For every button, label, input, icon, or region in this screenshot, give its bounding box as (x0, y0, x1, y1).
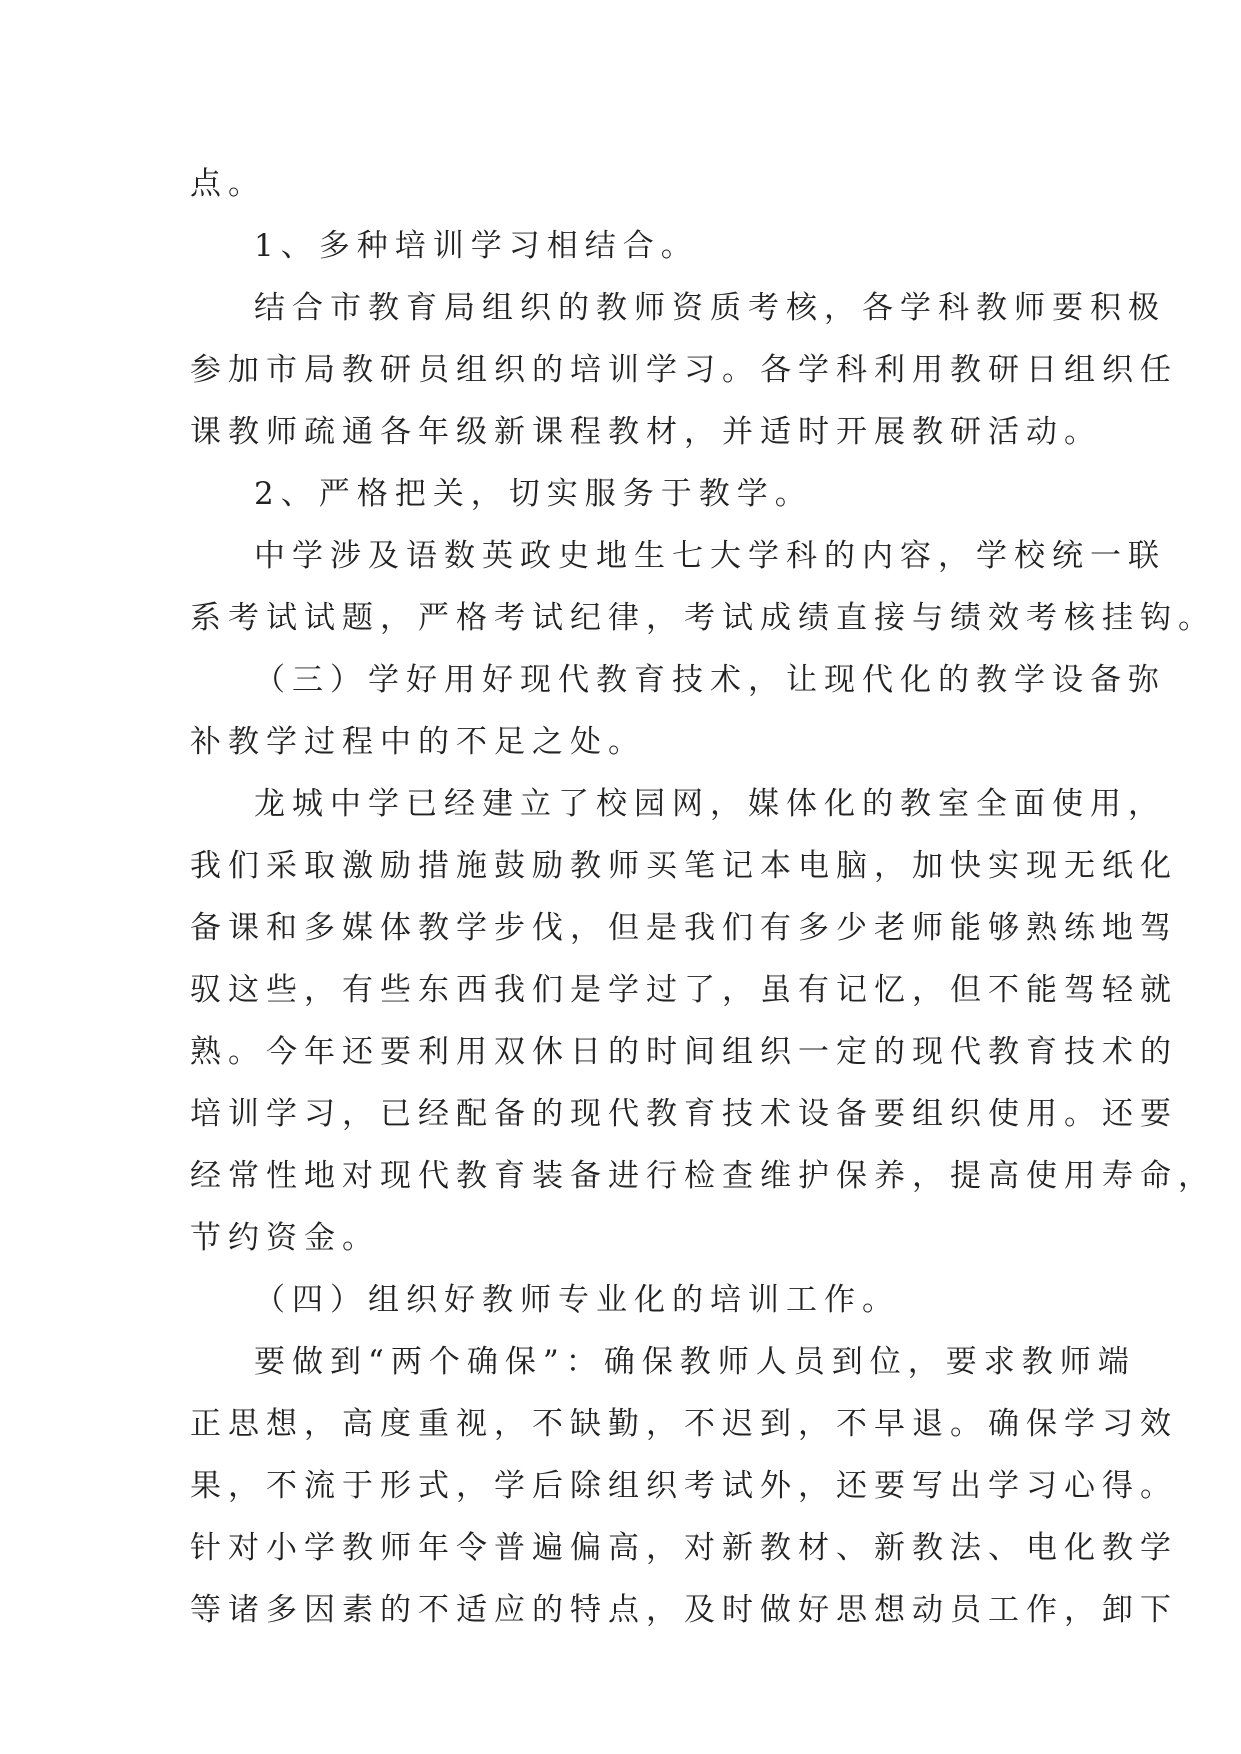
text-line: 补教学过程中的不足之处。 (190, 724, 646, 760)
text-line: 备课和多媒体教学步伐，但是我们有多少老师能够熟练地驾 (190, 910, 1178, 946)
text-line: 我们采取激励措施鼓励教师买笔记本电脑，加快实现无纸化 (190, 848, 1178, 884)
text-line: 龙城中学已经建立了校园网，媒体化的教室全面使用， (254, 786, 1166, 822)
text-line: 正思想，高度重视，不缺勤，不迟到，不早退。确保学习效 (190, 1406, 1178, 1442)
text-line: 经常性地对现代教育装备进行检查维护保养，提高使用寿命， (190, 1158, 1216, 1194)
text-line: 果，不流于形式，学后除组织考试外，还要写出学习心得。 (190, 1468, 1178, 1504)
text-line: 1、多种培训学习相结合。 (254, 228, 699, 264)
text-line: 等诸多因素的不适应的特点，及时做好思想动员工作，卸下 (190, 1592, 1178, 1628)
text-line: 针对小学教师年令普遍偏高，对新教材、新教法、电化教学 (190, 1530, 1178, 1566)
text-line: 驭这些，有些东西我们是学过了，虽有记忆，但不能驾轻就 (190, 972, 1178, 1008)
text-line: 点。 (190, 166, 266, 202)
text-line: 结合市教育局组织的教师资质考核，各学科教师要积极 (254, 290, 1166, 326)
text-line: 节约资金。 (190, 1220, 380, 1256)
text-line: （四）组织好教师专业化的培训工作。 (254, 1282, 900, 1318)
text-line: 中学涉及语数英政史地生七大学科的内容，学校统一联 (254, 538, 1166, 574)
text-line: 参加市局教研员组织的培训学习。各学科利用教研日组织任 (190, 352, 1178, 388)
text-line: 熟。今年还要利用双休日的时间组织一定的现代教育技术的 (190, 1034, 1178, 1070)
text-line: 培训学习，已经配备的现代教育技术设备要组织使用。还要 (190, 1096, 1178, 1132)
text-line: 系考试试题，严格考试纪律，考试成绩直接与绩效考核挂钩。 (190, 600, 1216, 636)
text-line: （三）学好用好现代教育技术，让现代化的教学设备弥 (254, 662, 1166, 698)
text-line: 要做到“两个确保”：确保教师人员到位，要求教师端 (254, 1344, 1136, 1380)
text-line: 课教师疏通各年级新课程教材，并适时开展教研活动。 (190, 414, 1102, 450)
text-line: 2、严格把关，切实服务于教学。 (254, 476, 813, 512)
